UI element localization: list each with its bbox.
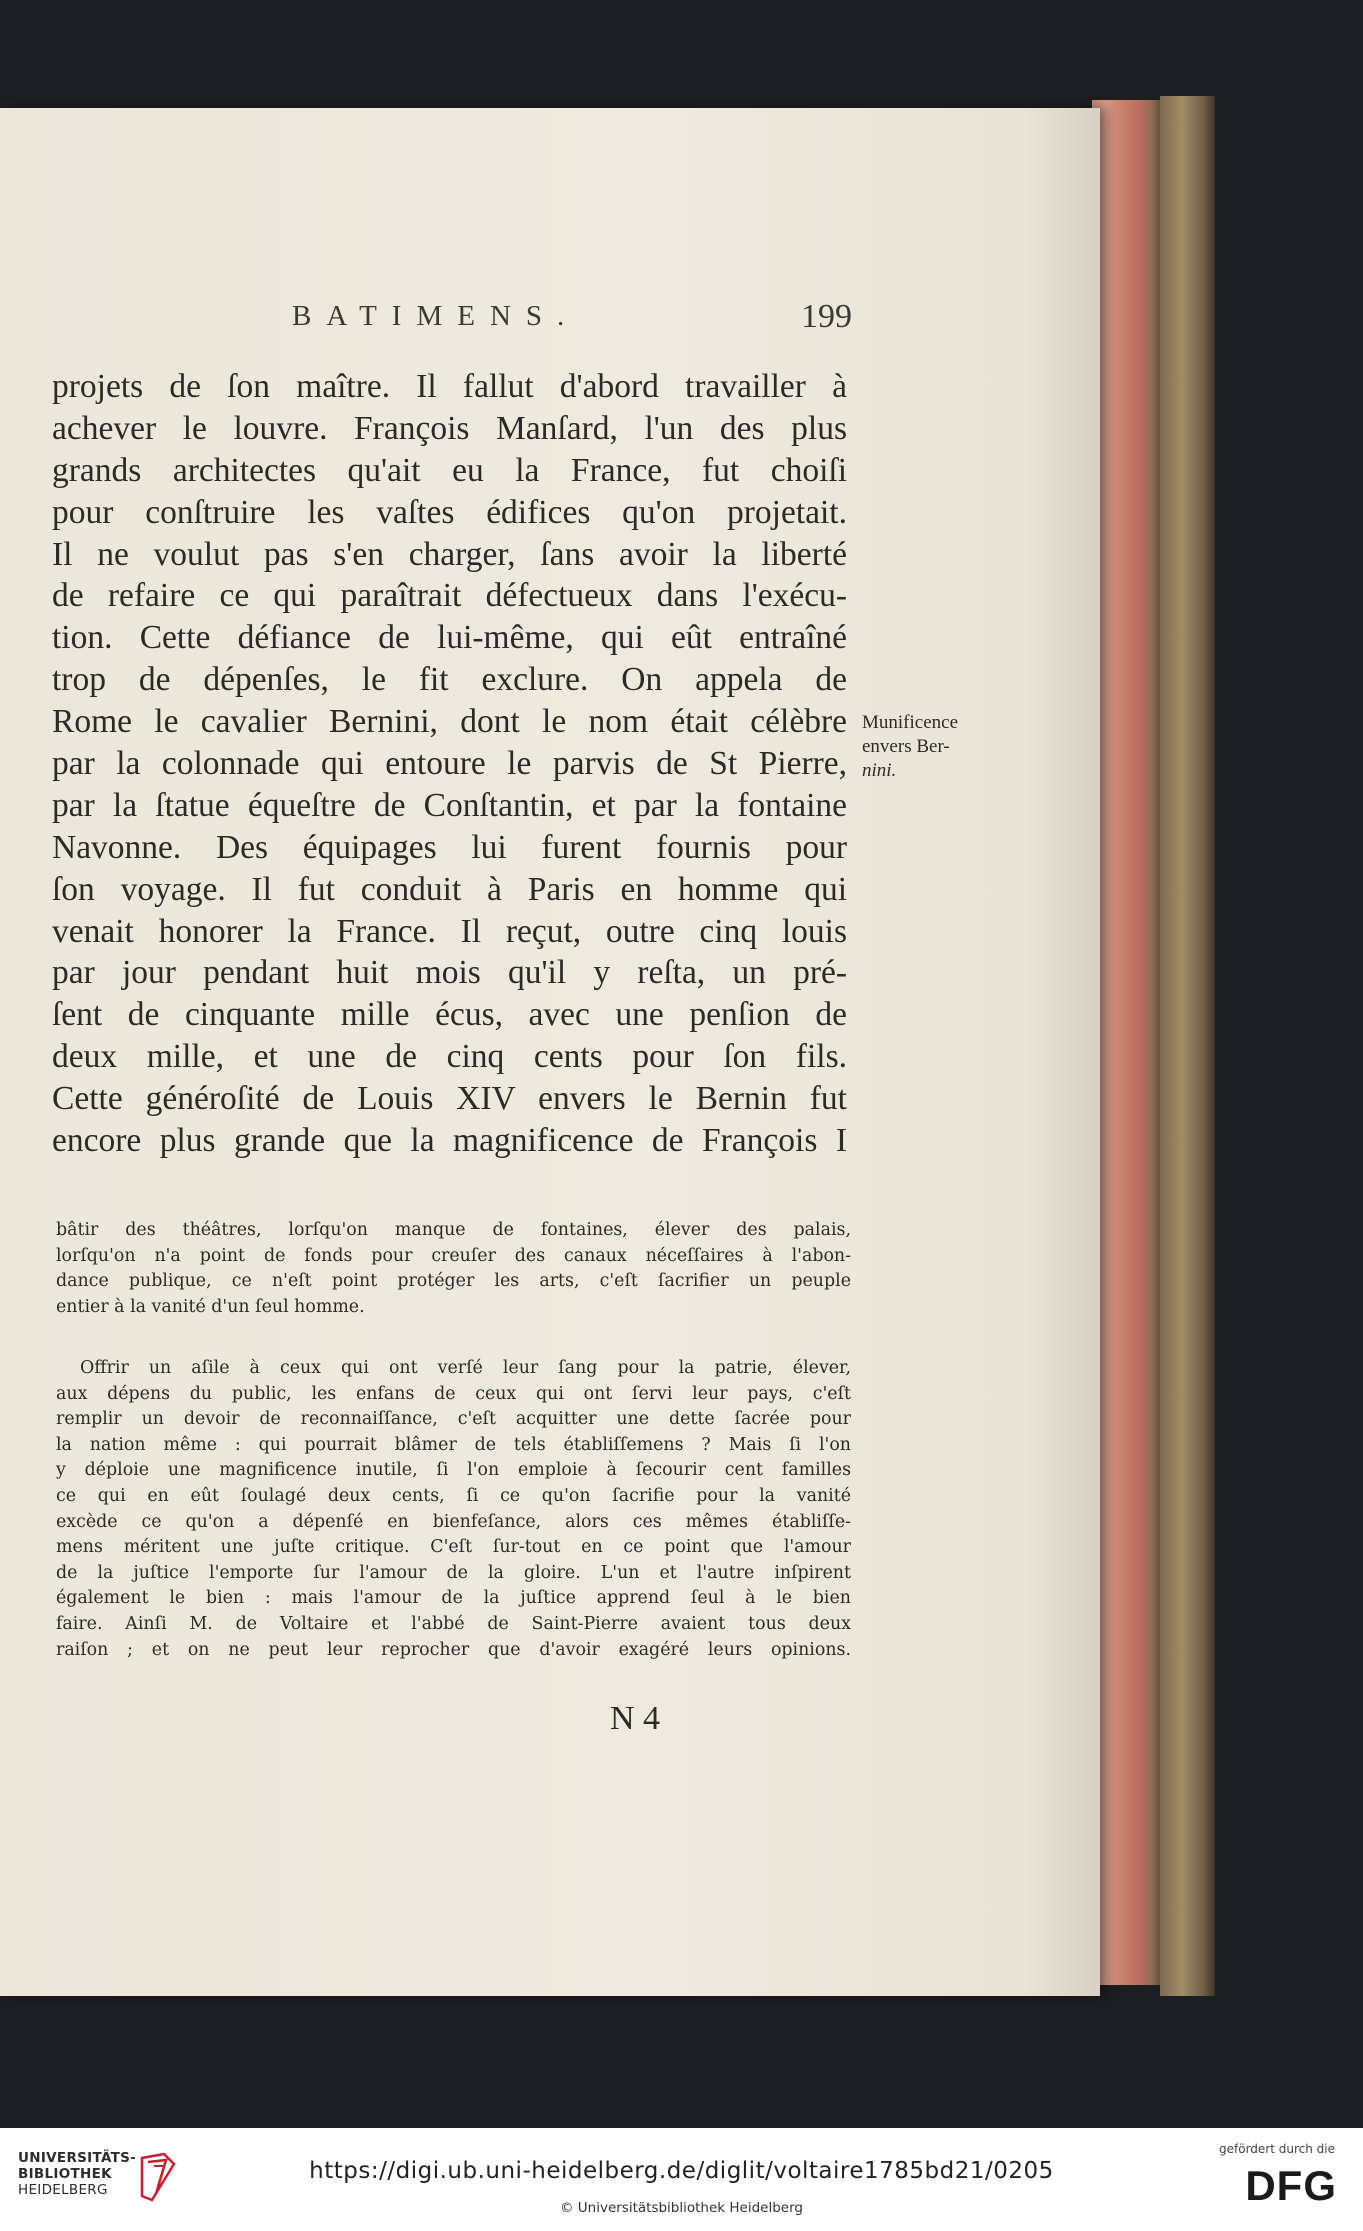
footnote-line: bâtir des théâtres, lorſqu'on manque de fontaines, élever des palais, <box>56 1220 851 1240</box>
footnote-paragraph <box>56 1356 851 1663</box>
margin-note-line: nini. <box>862 760 897 781</box>
running-head-title: BATIMENS. <box>292 300 580 332</box>
footnote-line: remplir un devoir de reconnaiſſance, c'eſt acquitter une dette ſacrée pour <box>56 1409 851 1430</box>
text-line: Il ne voulut pas s'en charger, ſans avoir la liberté <box>52 535 847 573</box>
footnote-line: entier à la vanité d'un ſeul homme. <box>56 1296 365 1317</box>
text-line: ſon voyage. Il fut conduit à Paris en homme qui <box>52 870 847 908</box>
text-line: deux mille, et une de cinq cents pour ſon fils. <box>52 1038 847 1076</box>
text-line: Cette généroſité de Louis XIV envers le Bernin fut <box>52 1080 847 1118</box>
footnote-line: également le bien : mais l'amour de la juſtice apprend ſeul à le bien <box>56 1588 851 1609</box>
text-line: trop de dépenſes, le fit exclure. On appela de <box>52 661 847 699</box>
funding-label: gefördert durch die <box>1219 2142 1335 2156</box>
library-name-line: BIBLIOTHEK <box>18 2166 112 2182</box>
text-line: venait honorer la France. Il reçut, outre cinq louis <box>52 912 847 950</box>
footnote-line: lorſqu'on n'a point de fonds pour creuſer des canaux néceſſaires à l'abon- <box>56 1245 851 1266</box>
margin-note-line: envers Ber- <box>862 736 950 757</box>
footnote-line: faire. Ainſi M. de Voltaire et l'abbé de Saint-Pierre avaient tous deux <box>56 1613 851 1634</box>
footnote-line: excède ce qu'on a dépenſé en bienfeſance, alors ces mêmes établiſſe- <box>56 1511 851 1532</box>
text-line: par jour pendant huit mois qu'il y reſta, un pré- <box>52 954 847 992</box>
footnote-line: aux dépens du public, les enfans de ceux qui ont ſervi leur pays, c'eſt <box>56 1383 851 1404</box>
text-line: grands architectes qu'ait eu la France, fut choiſi <box>52 451 847 489</box>
text-line: de refaire ce qui paraîtrait défectueux dans l'exécu- <box>52 577 847 615</box>
text-line: projets de ſon maître. Il fallut d'abord travailler à <box>52 368 847 405</box>
viewer-footer <box>0 2128 1363 2231</box>
permalink-url[interactable]: https://digi.ub.uni-heidelberg.de/diglit/voltaire1785bd21/0205 <box>309 2158 1054 2184</box>
margin-note-line: Munificence <box>862 712 959 733</box>
signature-mark: N 4 <box>610 1700 661 1737</box>
footnote-line: ce qui en eût ſoulagé deux cents, ſi ce qu'on ſacrifie pour la vanité <box>56 1485 851 1506</box>
book-cover <box>1160 96 1215 1996</box>
text-line: encore plus grande que la magnificence de François I <box>52 1122 847 1160</box>
text-line: achever le louvre. François Manſard, l'un des plus <box>52 409 847 447</box>
footnote-line: de la juſtice l'emporte ſur l'amour de la gloire. L'un et l'autre inſpirent <box>56 1562 851 1583</box>
footnote-line: raiſon ; et on ne peut leur reprocher que d'avoir exagéré leurs opinions. <box>56 1639 851 1660</box>
text-line: tion. Cette défiance de lui-même, qui eût entraîné <box>52 619 847 657</box>
footnote-line: la nation même : qui pourrait blâmer de tels établiſſemens ? Mais ſi l'on <box>56 1434 851 1455</box>
library-name-line: HEIDELBERG <box>18 2182 108 2198</box>
main-text <box>52 366 847 1162</box>
footnote-line: y déploie une magnificence inutile, ſi l'on emploie à ſecourir cent familles <box>56 1460 851 1481</box>
copyright-notice: © Universitätsbibliothek Heidelberg <box>559 2200 803 2216</box>
text-line: pour conſtruire les vaſtes édifices qu'on projetait. <box>52 493 847 531</box>
page-edge <box>1092 100 1162 1985</box>
text-line: ſent de cinquante mille écus, avec une penſion de <box>52 996 847 1034</box>
text-line: par la ſtatue équeſtre de Conſtantin, et par la fontaine <box>52 786 847 824</box>
text-line: Rome le cavalier Bernini, dont le nom était célèbre <box>52 703 847 741</box>
margin-note <box>862 711 992 783</box>
text-line: Navonne. Des équipages lui furent fournis pour <box>52 828 847 866</box>
footnote-line: dance publique, ce n'eſt point protéger les arts, c'eſt ſacrifier un peuple <box>56 1271 851 1291</box>
page-number: 199 <box>801 298 852 335</box>
library-name-line: UNIVERSITÄTS- <box>18 2150 137 2166</box>
text-line: par la colonnade qui entoure le parvis de St Pierre, <box>52 745 847 783</box>
running-head <box>52 300 852 340</box>
footnote-continued <box>56 1218 851 1320</box>
dfg-logo[interactable]: DFG <box>1245 2162 1337 2209</box>
footnote-line: mens méritent une juſte critique. C'eſt ſur-tout en ce point que l'amour <box>56 1537 851 1558</box>
footnote-line: Offrir un aſile à ceux qui ont verſé leur ſang pour la patrie, élever, <box>80 1358 851 1378</box>
